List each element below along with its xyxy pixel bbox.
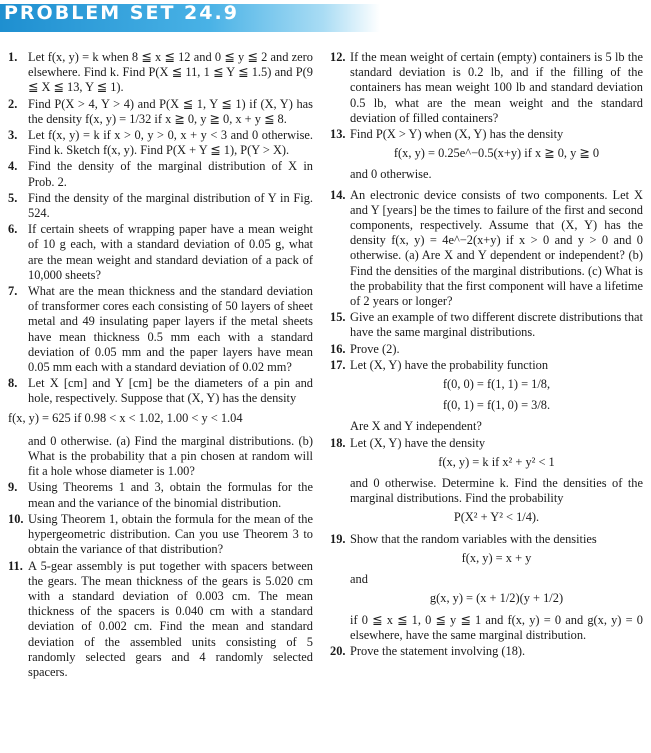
problem-number: 4. — [8, 159, 18, 174]
problem-number: 12. — [330, 50, 346, 64]
problem-text: Find P(X > 4, Y > 4) and P(X ≦ 1, Y ≦ 1) if (X, Y) has the density f(x, y) = 1/32 if x ≧ 0, y ≧ 0, x + y ≦ 8. — [28, 96, 313, 126]
problem-text: An electronic device consists of two components. Let X and Y [years] be the times to failure of the first and second components, respectively. Assume that (X, Y) has the density f(x, y) = 4e^−2(x+y) if x > 0 and y > 0 and 0 otherwise. (a) Are X and Y dependent or independent? (b) Find the densities of the marginal distributions. (c) What is the probability that the first component will have a lifetime of 2 years or longer? — [350, 187, 643, 309]
problem-number: 3. — [8, 128, 18, 143]
problem-text: Find the density of the marginal distribution of Y in Fig. 524. — [28, 190, 313, 221]
problem-number: 9. — [8, 480, 18, 495]
problem-14 — [330, 188, 643, 310]
problem-equation-3: P(X² + Y² < 1/4). — [453, 510, 540, 525]
problem-15 — [330, 310, 643, 340]
problem-text: Let f(x, y) = k when 8 ≦ x ≦ 12 and 0 ≦ y ≦ 2 and zero elsewhere. Find k. Find P(X ≦ 11, 1 ≦ Y ≦ 1.5) and P(9 ≦ X ≦ 13, Y ≦ 1). — [28, 50, 313, 95]
problem-12 — [330, 50, 643, 126]
problem-3 — [8, 128, 313, 158]
problem-text: Prove (2). — [350, 341, 400, 356]
left-column — [8, 50, 313, 681]
problem-number: 18. — [330, 435, 346, 450]
problem-4 — [8, 159, 313, 189]
problem-text-continued: and 0 otherwise. Determine k. Find the densities of the marginal distributions. Find the probability — [350, 476, 643, 506]
problem-text: Show that the random variables with the densities — [350, 531, 597, 546]
problem-text: If certain sheets of wrapping paper have a mean weight of 10 g each, with a standard deviation of 0.05 g, what are the mean weight and standard deviation of a pack of 10,000 sheets? — [28, 222, 313, 282]
problem-9 — [8, 480, 313, 510]
problem-6 — [8, 222, 313, 283]
problem-text: What are the mean thickness and the standard deviation of transformer cores each consisting of 50 layers of sheet metal and 49 insulating paper layers if the metal sheets have mean thickness 0.5 mm each with a standard deviation of 0.05 mm and the paper layers have mean 0.05 mm each with a standard deviation of 0.02 mm? — [28, 284, 313, 375]
problem-20 — [330, 644, 643, 659]
problem-equation: f(0, 0) = f(1, 1) = 1/8, — [442, 377, 551, 392]
problem-number: 1. — [8, 50, 18, 64]
problem-text-continued: and 0 otherwise. (a) Find the marginal distributions. (b) What is the probability that a pin chosen at random will fit a hole whose diameter is 1.00? — [28, 433, 313, 479]
problem-18 — [330, 436, 643, 526]
problem-text-continued: Are X and Y independent? — [350, 419, 482, 434]
problem-1 — [8, 50, 313, 96]
problem-text-continued: and 0 otherwise. — [350, 167, 432, 182]
problem-17 — [330, 358, 643, 435]
problem-text-continued: and — [350, 572, 368, 587]
problem-16 — [330, 342, 643, 357]
problem-text: Let f(x, y) = k if x > 0, y > 0, x + y < 3 and 0 otherwise. Find k. Sketch f(x, y). Find P(X + Y ≦ 1), P(Y > X). — [28, 128, 313, 158]
problem-10 — [8, 512, 313, 558]
problem-equation-2: g(x, y) = (x + 1/2)(y + 1/2) — [429, 591, 564, 606]
problem-text: Using Theorem 1, obtain the formula for the mean of the hypergeometric distribution. Can you use Theorem 3 to obtain the variance of that distribution? — [28, 511, 313, 557]
problem-number: 11. — [8, 558, 23, 573]
problem-text: If the mean weight of certain (empty) containers is 5 lb the standard deviation is 0.2 lb, and if the filling of the containers has mean weight 100 lb and standard deviation 0.5 lb, what are the mean weight and the standard deviation of filled containers? — [350, 50, 643, 125]
problem-number: 8. — [8, 376, 18, 391]
problem-text: Using Theorems 1 and 3, obtain the formulas for the mean and the variance of the binomial distribution. — [28, 480, 313, 510]
problem-equation: f(x, y) = x + y — [461, 550, 532, 565]
problem-equation: f(x, y) = 0.25e^−0.5(x+y) if x ≧ 0, y ≧ 0 — [393, 146, 600, 161]
problem-text: Let X [cm] and Y [cm] be the diameters of a pin and hole, respectively. Suppose that (X, Y) has the density — [28, 376, 313, 406]
problem-2 — [8, 97, 313, 127]
problem-number: 5. — [8, 190, 18, 205]
problem-8 — [8, 376, 313, 479]
problem-19 — [330, 532, 643, 643]
problem-number: 2. — [8, 96, 18, 111]
problem-number: 14. — [330, 187, 346, 202]
page-title: PROBLEM SET 24.9 — [4, 2, 239, 24]
problem-text: Find the density of the marginal distribution of X in Prob. 2. — [28, 159, 313, 189]
problem-number: 15. — [330, 310, 346, 325]
problem-text: Give an example of two different discrete distributions that have the same marginal distributions. — [350, 310, 643, 340]
problem-text: Prove the statement involving (18). — [350, 643, 526, 658]
problem-equation: f(x, y) = k if x² + y² < 1 — [438, 454, 555, 469]
problem-text: Let (X, Y) have the probability function — [350, 357, 549, 372]
problem-equation-2: f(0, 1) = f(1, 0) = 3/8. — [442, 398, 551, 413]
problem-equation: f(x, y) = 625 if 0.98 < x < 1.02, 1.00 < y < 1.04 — [8, 410, 243, 425]
problem-number: 19. — [330, 531, 346, 546]
problem-number: 17. — [330, 357, 346, 372]
problem-text-continued-2: if 0 ≦ x ≦ 1, 0 ≦ y ≦ 1 and f(x, y) = 0 and g(x, y) = 0 elsewhere, have the same marginal distribution. — [350, 612, 643, 642]
problem-7 — [8, 284, 313, 375]
problem-5 — [8, 191, 313, 221]
problem-set-banner — [0, 4, 380, 32]
problem-13 — [330, 127, 643, 183]
problem-text: Find P(X > Y) when (X, Y) has the density — [350, 127, 564, 142]
problem-11 — [8, 559, 313, 681]
problem-text: A 5-gear assembly is put together with spacers between the gears. The mean thickness of the gears is 5.020 cm with a standard deviation of 0.003 cm. The mean thickness of the spacers is 0.040 cm with a standard deviation of 0.002 cm. Find the mean and standard deviation of the assembled units consisting of 5 randomly selected gears and 4 randomly selected spacers. — [28, 558, 313, 679]
problem-text: Let (X, Y) have the density — [350, 435, 486, 450]
problem-number: 13. — [330, 127, 346, 142]
problem-number: 7. — [8, 284, 18, 299]
problem-number: 20. — [330, 643, 346, 658]
problem-number: 6. — [8, 222, 18, 237]
problem-number: 16. — [330, 341, 346, 356]
problem-number: 10. — [8, 511, 24, 526]
right-column — [330, 50, 643, 660]
